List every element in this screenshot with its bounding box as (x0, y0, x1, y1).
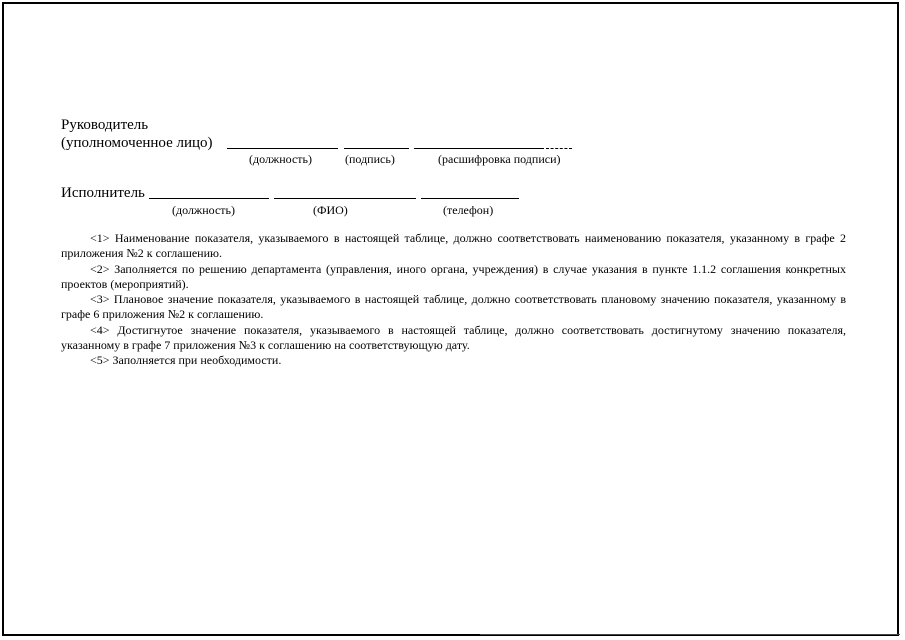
executor-position-line[interactable] (149, 198, 269, 199)
executor-phone-caption: (телефон) (443, 203, 494, 217)
head-title: Руководитель (61, 117, 149, 133)
head-position-line[interactable] (227, 148, 338, 149)
footnotes (61, 231, 846, 369)
head-signature-line[interactable] (344, 148, 409, 149)
footnote-4: <4> Достигнутое значение показателя, указываемого в настоящей таблице, должно соответствовать достигнутому значению показателя, указанному в графе 7 приложения №3 к соглашению на соответствующую дату. (61, 322, 846, 353)
footnote-3: <3> Плановое значение показателя, указываемого в настоящей таблице, должно соответствовать плановому значению показателя, указанному в графе 6 приложения №2 к соглашению. (61, 292, 846, 322)
scan-edge-line (480, 634, 900, 635)
head-position-caption: (должность) (249, 152, 312, 166)
executor-phone-line[interactable] (421, 198, 519, 199)
head-decoding-line-tail (546, 148, 572, 149)
executor-fio-line[interactable] (274, 198, 416, 199)
footnote-5: <5> Заполняется при необходимости. (90, 353, 282, 368)
executor-fio-caption: (ФИО) (313, 203, 348, 217)
head-signature-caption: (подпись) (345, 152, 395, 166)
footnote-1: <1> Наименование показателя, указываемого в настоящей таблице, должно соответствовать наименованию показателя, указанному в графе 2 приложения №2 к соглашению. (61, 231, 846, 261)
executor-position-caption: (должность) (172, 203, 235, 217)
head-subtitle: (уполномоченное лицо) (61, 135, 213, 151)
head-decoding-line[interactable] (414, 148, 544, 149)
head-decoding-caption: (расшифровка подписи) (438, 152, 561, 166)
footnote-2: <2> Заполняется по решению департамента (управления, иного органа, учреждения) в случае указания в пункте 1.1.2 соглашения конкретных проектов (мероприятий). (61, 261, 846, 291)
executor-title: Исполнитель (61, 185, 145, 201)
